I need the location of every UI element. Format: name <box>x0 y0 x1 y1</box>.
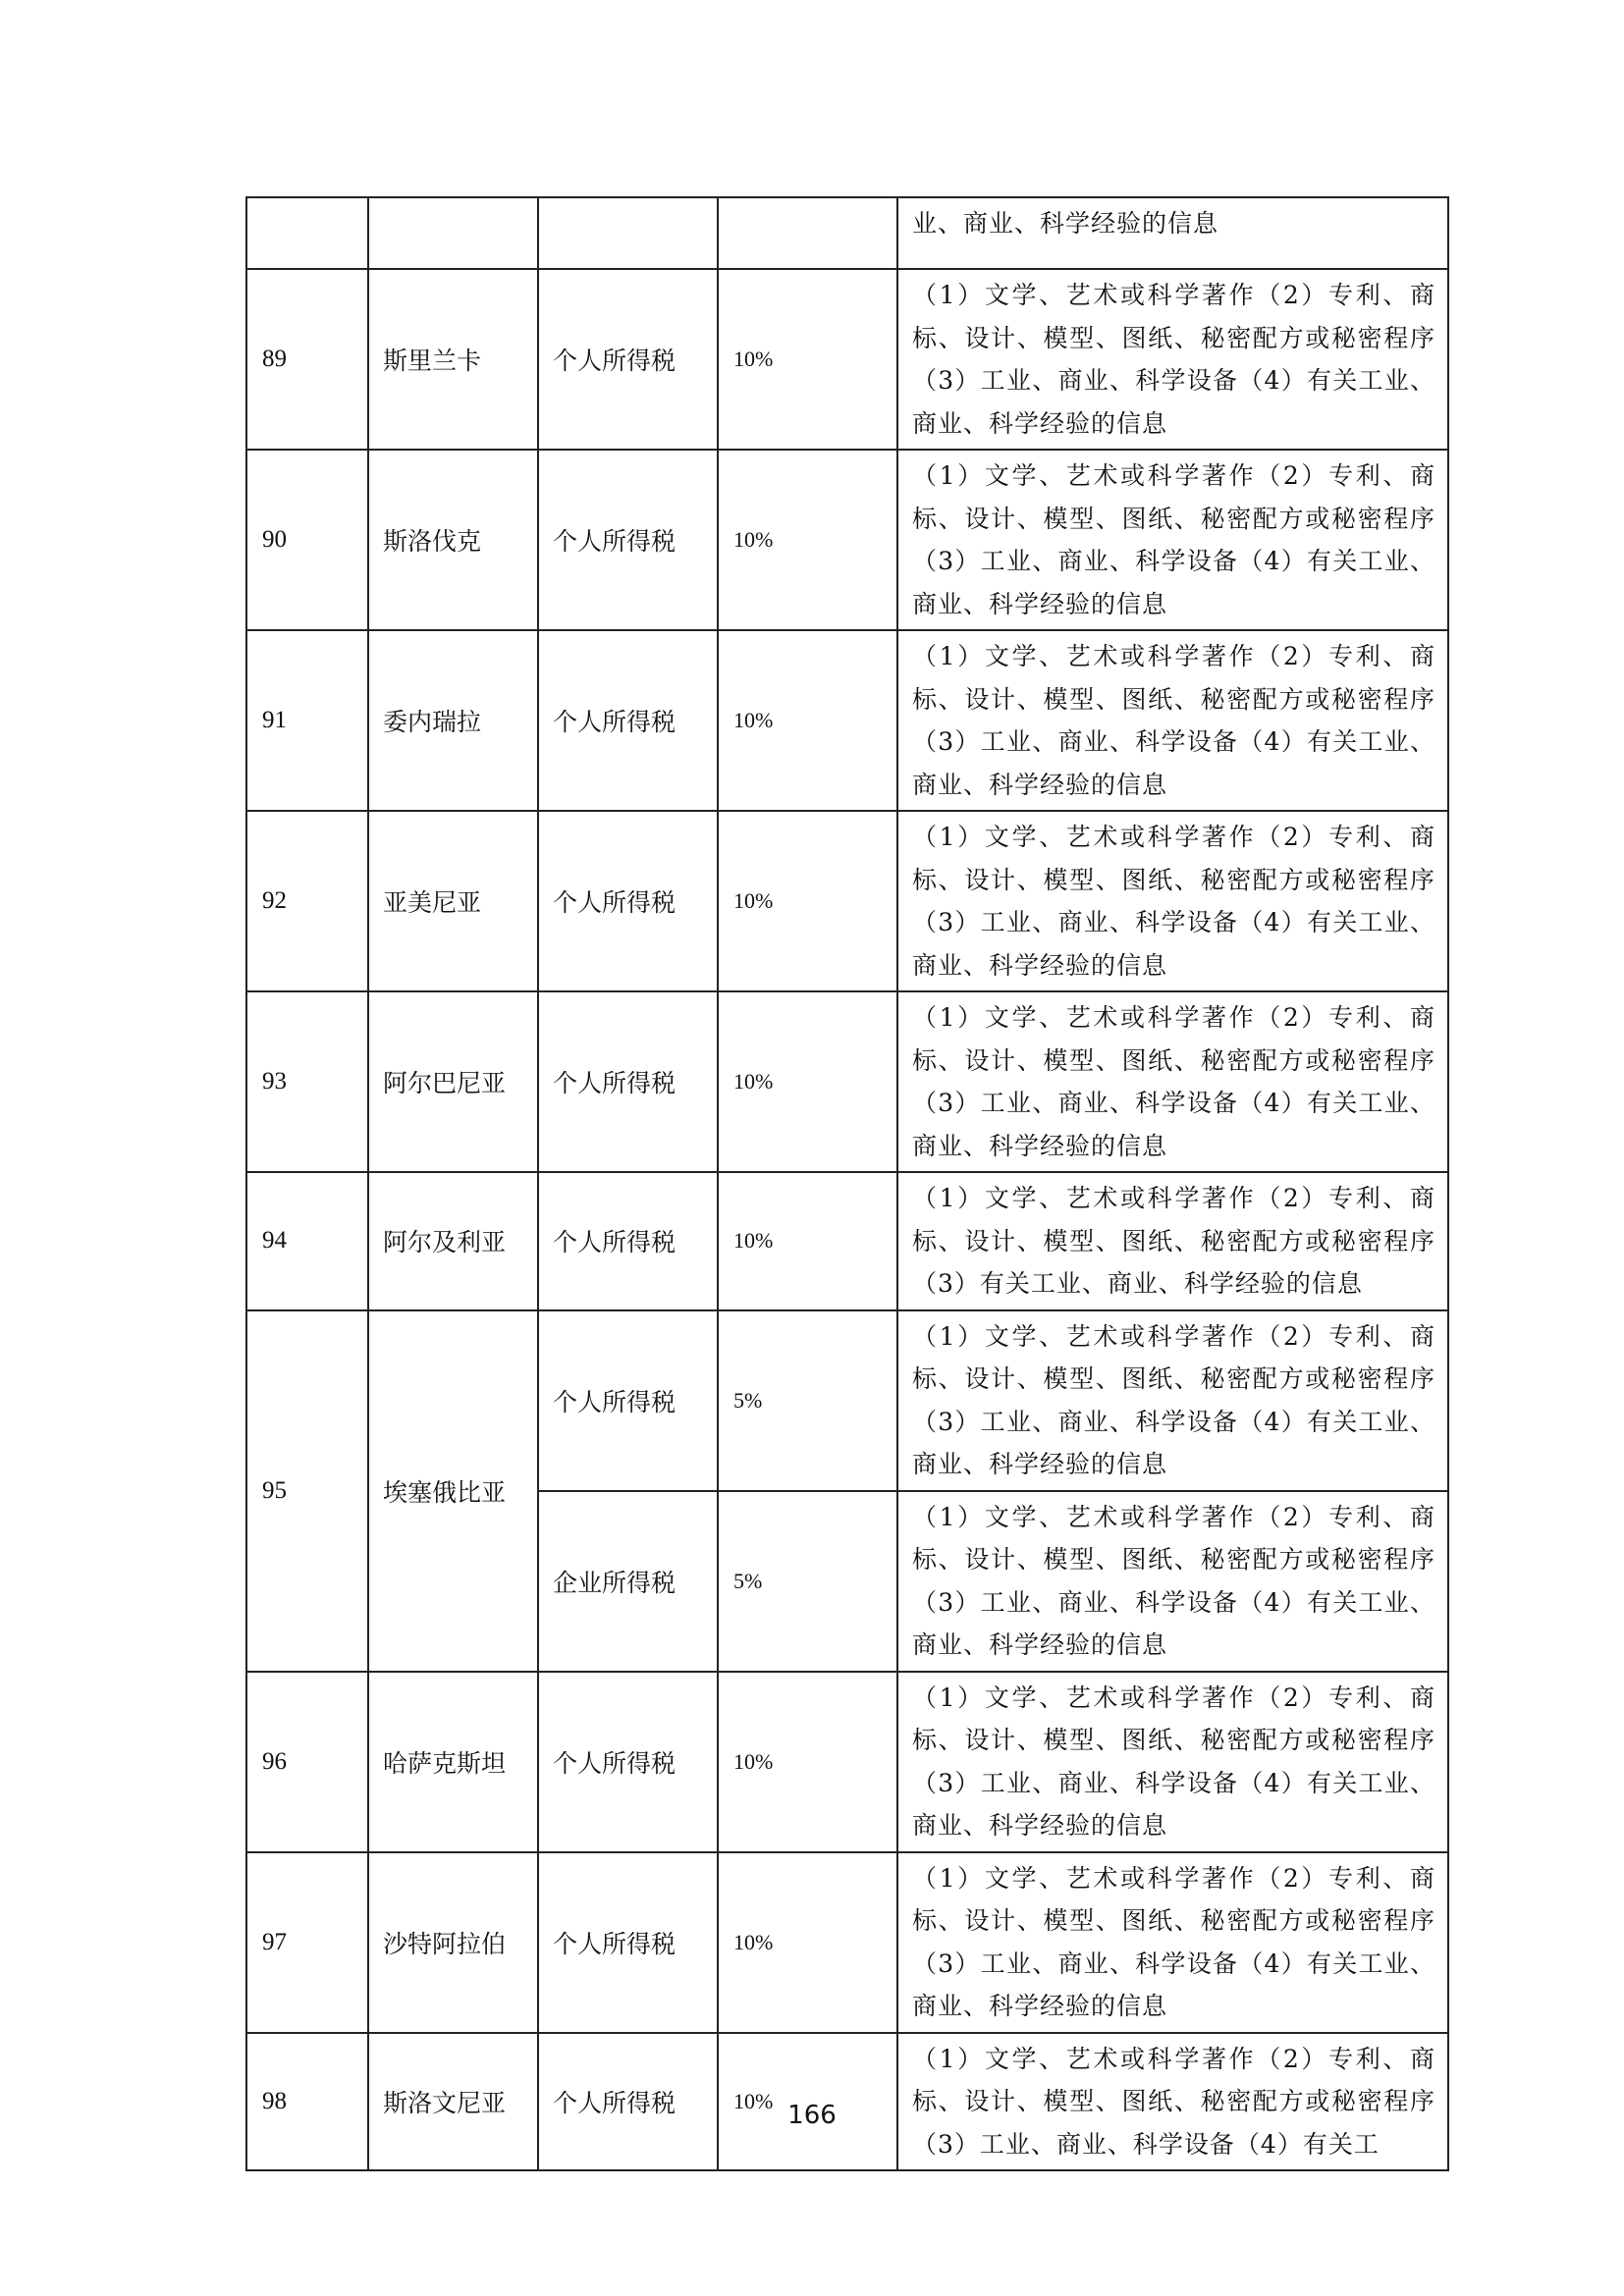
table-row <box>246 1172 1448 1310</box>
table-row <box>246 1852 1448 2033</box>
country-name: 亚美尼亚 <box>368 811 538 991</box>
page-number: 166 <box>787 2101 837 2130</box>
table-row <box>246 197 1448 269</box>
tax-type: 个人所得税 <box>538 2033 718 2171</box>
table-row <box>246 269 1448 450</box>
country-name: 斯洛伐克 <box>368 450 538 630</box>
table-row <box>246 811 1448 991</box>
tax-rate: 5% <box>718 1310 897 1491</box>
tax-rate: 10% <box>718 1852 897 2033</box>
row-number: 90 <box>246 450 368 630</box>
row-number: 92 <box>246 811 368 991</box>
tax-rate: 5% <box>718 1491 897 1672</box>
tax-rate: 10% <box>718 2033 897 2171</box>
row-number: 98 <box>246 2033 368 2171</box>
tax-rate: 10% <box>718 450 897 630</box>
tax-type <box>538 197 718 269</box>
country-name: 沙特阿拉伯 <box>368 1852 538 2033</box>
tax-rate <box>718 197 897 269</box>
royalty-items: （1）文学、艺术或科学著作（2）专利、商标、设计、模型、图纸、秘密配方或秘密程序（3）工业、商业、科学设备（4）有关工业、商业、科学经验的信息 <box>897 1491 1448 1672</box>
royalty-items: （1）文学、艺术或科学著作（2）专利、商标、设计、模型、图纸、秘密配方或秘密程序（3）工业、商业、科学设备（4）有关工业、商业、科学经验的信息 <box>897 811 1448 991</box>
country-name: 哈萨克斯坦 <box>368 1672 538 1852</box>
row-number: 96 <box>246 1672 368 1852</box>
table-row <box>246 630 1448 811</box>
royalty-items: （1）文学、艺术或科学著作（2）专利、商标、设计、模型、图纸、秘密配方或秘密程序（3）工业、商业、科学设备（4）有关工业、商业、科学经验的信息 <box>897 630 1448 811</box>
country-name: 埃塞俄比亚 <box>368 1310 538 1672</box>
tax-type: 企业所得税 <box>538 1491 718 1672</box>
tax-type: 个人所得税 <box>538 630 718 811</box>
table-row <box>246 1310 1448 1491</box>
country-name <box>368 197 538 269</box>
royalty-items: （1）文学、艺术或科学著作（2）专利、商标、设计、模型、图纸、秘密配方或秘密程序（3）工业、商业、科学设备（4）有关工业、商业、科学经验的信息 <box>897 1310 1448 1491</box>
table-row <box>246 450 1448 630</box>
royalty-items: （1）文学、艺术或科学著作（2）专利、商标、设计、模型、图纸、秘密配方或秘密程序（3）工业、商业、科学设备（4）有关工 <box>897 2033 1448 2171</box>
tax-type: 个人所得税 <box>538 1310 718 1491</box>
treaty-table <box>245 196 1449 2171</box>
tax-type: 个人所得税 <box>538 1852 718 2033</box>
table-row <box>246 991 1448 1172</box>
country-name: 阿尔巴尼亚 <box>368 991 538 1172</box>
tax-rate: 10% <box>718 1172 897 1310</box>
country-name: 委内瑞拉 <box>368 630 538 811</box>
tax-type: 个人所得税 <box>538 991 718 1172</box>
royalty-items: （1）文学、艺术或科学著作（2）专利、商标、设计、模型、图纸、秘密配方或秘密程序（3）工业、商业、科学设备（4）有关工业、商业、科学经验的信息 <box>897 450 1448 630</box>
tax-rate: 10% <box>718 811 897 991</box>
row-number <box>246 197 368 269</box>
tax-rate: 10% <box>718 630 897 811</box>
row-number: 97 <box>246 1852 368 2033</box>
row-number: 91 <box>246 630 368 811</box>
country-name: 阿尔及利亚 <box>368 1172 538 1310</box>
royalty-items: （1）文学、艺术或科学著作（2）专利、商标、设计、模型、图纸、秘密配方或秘密程序（3）有关工业、商业、科学经验的信息 <box>897 1172 1448 1310</box>
row-number: 95 <box>246 1310 368 1672</box>
tax-type: 个人所得税 <box>538 450 718 630</box>
royalty-items: 业、商业、科学经验的信息 <box>897 197 1448 269</box>
row-number: 89 <box>246 269 368 450</box>
royalty-items: （1）文学、艺术或科学著作（2）专利、商标、设计、模型、图纸、秘密配方或秘密程序（3）工业、商业、科学设备（4）有关工业、商业、科学经验的信息 <box>897 269 1448 450</box>
royalty-items: （1）文学、艺术或科学著作（2）专利、商标、设计、模型、图纸、秘密配方或秘密程序（3）工业、商业、科学设备（4）有关工业、商业、科学经验的信息 <box>897 1672 1448 1852</box>
country-name: 斯洛文尼亚 <box>368 2033 538 2171</box>
row-number: 94 <box>246 1172 368 1310</box>
tax-rate: 10% <box>718 1672 897 1852</box>
table-row <box>246 1672 1448 1852</box>
row-number: 93 <box>246 991 368 1172</box>
tax-type: 个人所得税 <box>538 269 718 450</box>
country-name: 斯里兰卡 <box>368 269 538 450</box>
tax-type: 个人所得税 <box>538 1172 718 1310</box>
tax-type: 个人所得税 <box>538 1672 718 1852</box>
tax-type: 个人所得税 <box>538 811 718 991</box>
tax-rate: 10% <box>718 269 897 450</box>
royalty-items: （1）文学、艺术或科学著作（2）专利、商标、设计、模型、图纸、秘密配方或秘密程序（3）工业、商业、科学设备（4）有关工业、商业、科学经验的信息 <box>897 991 1448 1172</box>
royalty-items: （1）文学、艺术或科学著作（2）专利、商标、设计、模型、图纸、秘密配方或秘密程序（3）工业、商业、科学设备（4）有关工业、商业、科学经验的信息 <box>897 1852 1448 2033</box>
tax-rate: 10% <box>718 991 897 1172</box>
